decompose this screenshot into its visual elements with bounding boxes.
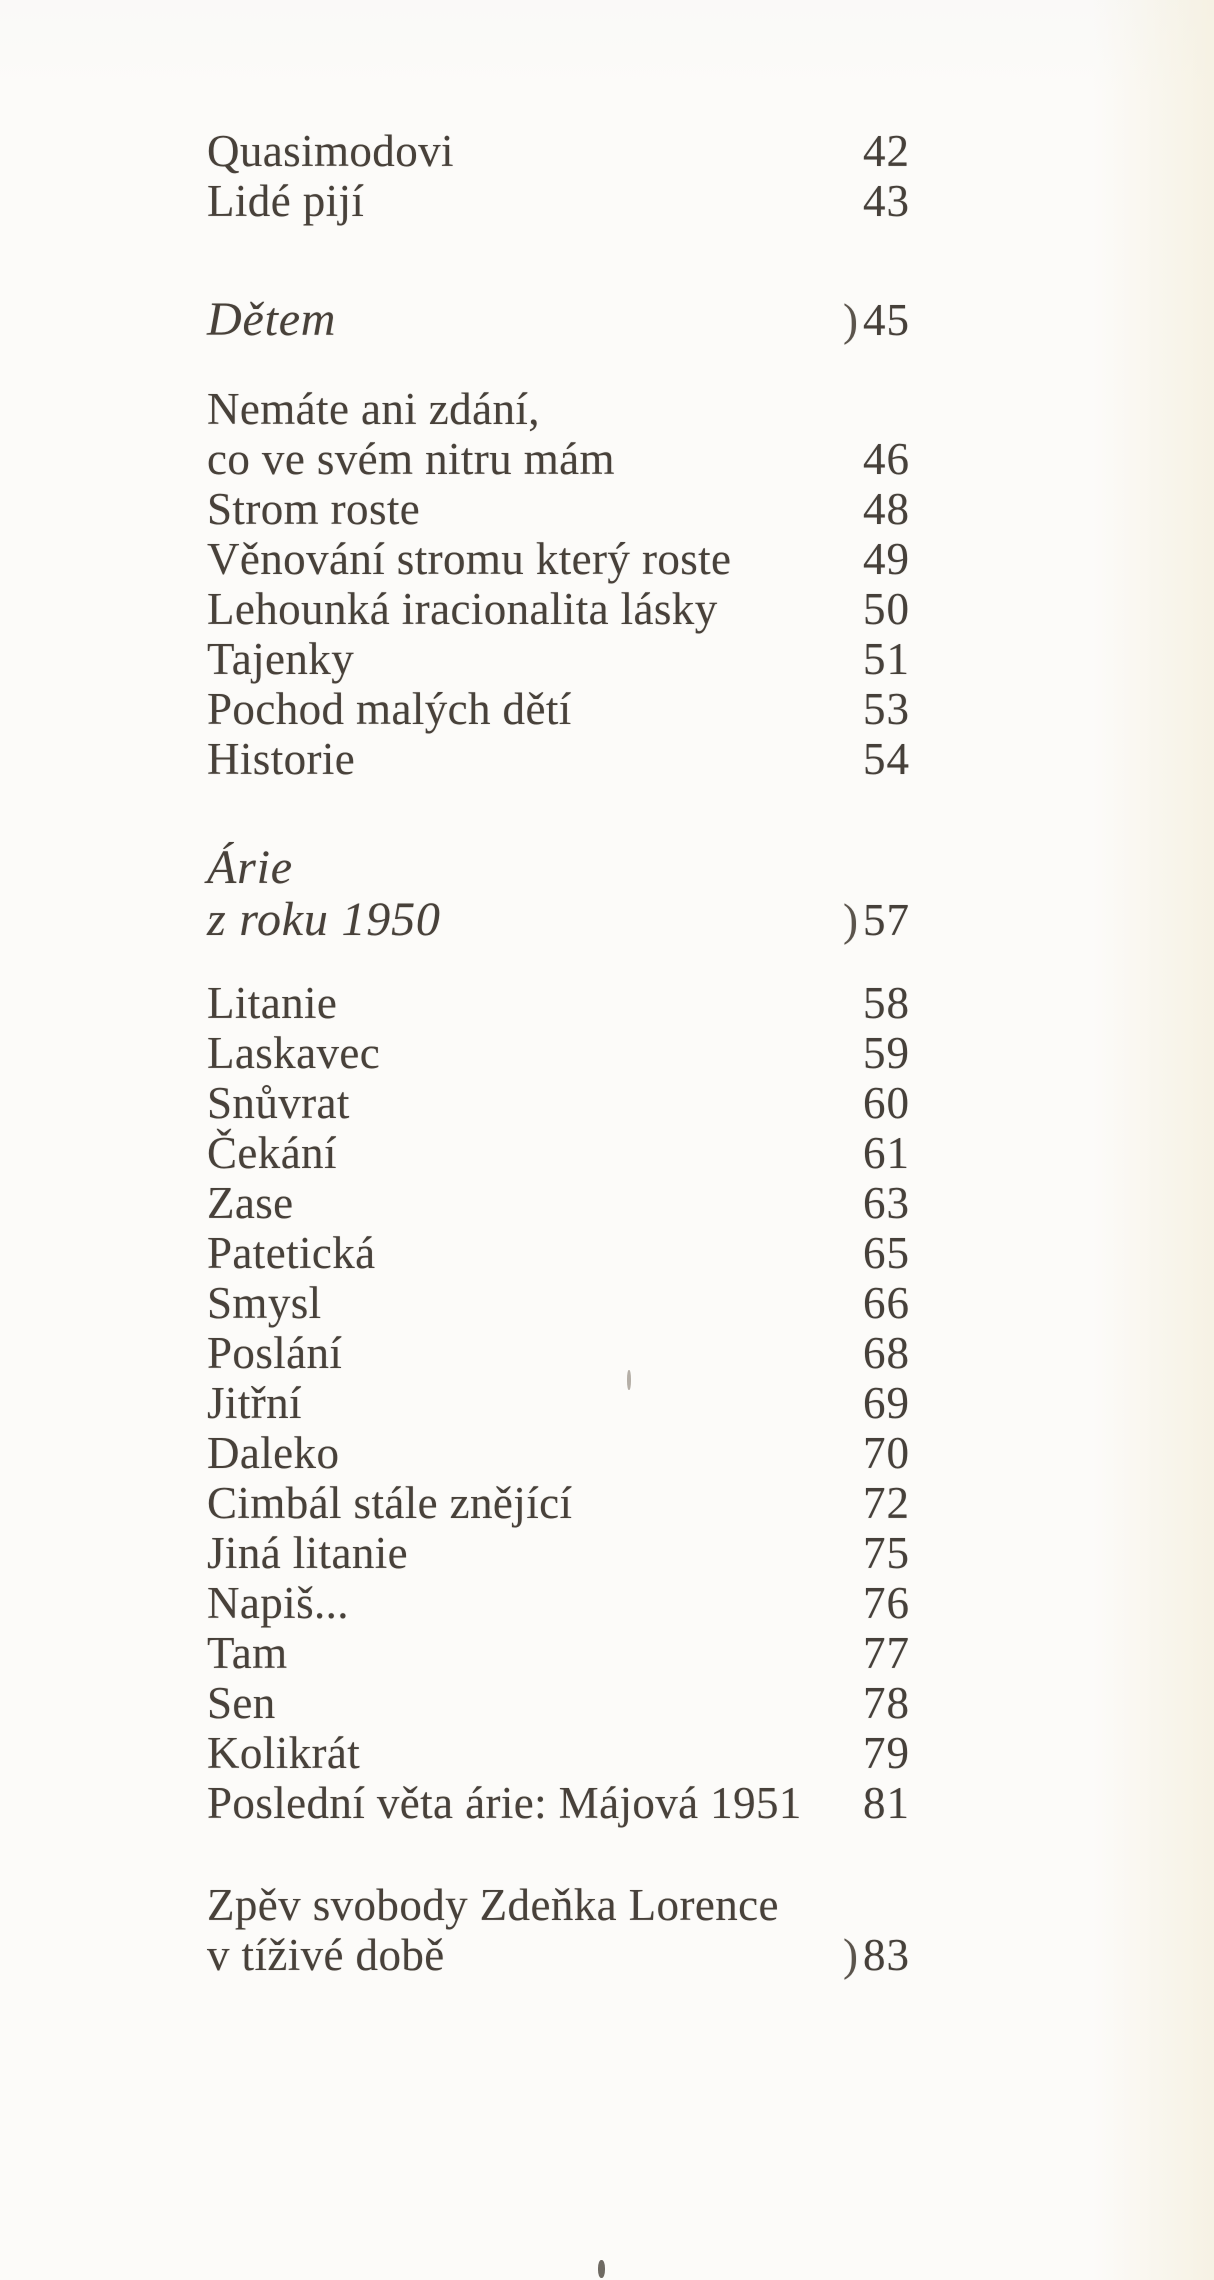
page-number-cell: [843, 290, 910, 350]
page-number-cell: [843, 1278, 910, 1328]
toc-heading-line-label: Dětem: [207, 293, 337, 346]
page-number: 63: [863, 1178, 910, 1228]
toc-entry: [207, 1628, 1147, 1678]
toc-entry: [207, 484, 1147, 534]
page-number-cell: [843, 434, 910, 484]
toc-heading-line: [207, 842, 1147, 894]
section-paren-mark: ): [843, 295, 858, 345]
toc-entry-label: Historie: [207, 734, 356, 784]
page-number-cell: [843, 894, 910, 946]
page-number: 66: [863, 1278, 910, 1328]
toc-entry: [207, 1178, 1147, 1228]
toc-entry-label: Nemáte ani zdání,: [207, 384, 540, 434]
toc-entry-label: Quasimodovi: [207, 126, 454, 176]
toc-entry-label: Zase: [207, 1178, 294, 1228]
toc-entry: [207, 1678, 1147, 1728]
toc-entry: [207, 1578, 1147, 1628]
page-number-cell: [843, 1930, 910, 1980]
page-number: 72: [863, 1478, 910, 1528]
page-number: 79: [863, 1728, 910, 1778]
page-number: 51: [863, 634, 910, 684]
toc-heading-line: [207, 290, 1147, 350]
page-number: 58: [863, 978, 910, 1028]
toc-heading-line: [207, 894, 1147, 946]
page-number-cell: [843, 126, 910, 176]
page-number: 46: [863, 434, 910, 484]
page-number: 70: [863, 1428, 910, 1478]
toc-heading-line-label: Árie: [207, 841, 293, 894]
toc-entry: [207, 1378, 1147, 1428]
toc-section-heading: [207, 842, 1147, 946]
page-number: 43: [863, 176, 910, 226]
page-number-cell: [843, 1378, 910, 1428]
toc-entry: [207, 176, 1147, 226]
toc-entry: [207, 1278, 1147, 1328]
page-number: 61: [863, 1128, 910, 1178]
page-number-cell: [843, 1178, 910, 1228]
page-number-cell: [843, 1328, 910, 1378]
page-number-cell: [843, 484, 910, 534]
toc-entry-label: Čekání: [207, 1128, 337, 1178]
page-number-cell: [843, 1528, 910, 1578]
toc-entry: [207, 1478, 1147, 1528]
toc-entry: [207, 684, 1147, 734]
page-number: 54: [863, 734, 910, 784]
page-number-cell: [843, 176, 910, 226]
toc-entry: [207, 434, 1147, 484]
page-number: 65: [863, 1228, 910, 1278]
toc-entry: [207, 1528, 1147, 1578]
page-number-cell: [843, 634, 910, 684]
toc-section-heading: [207, 1880, 1147, 1980]
page-number-cell: [843, 1078, 910, 1128]
toc-entry-label: Daleko: [207, 1428, 340, 1478]
toc-entry-label: Kolikrát: [207, 1728, 361, 1778]
page-number-cell: [843, 1128, 910, 1178]
toc-entry: [207, 584, 1147, 634]
toc-entry: [207, 1728, 1147, 1778]
page-number: 77: [863, 1628, 910, 1678]
page-number: 53: [863, 684, 910, 734]
page-number: 42: [863, 126, 910, 176]
page-number-cell: [843, 1728, 910, 1778]
toc-entry: [207, 534, 1147, 584]
toc-entry-label: Věnování stromu který roste: [207, 534, 732, 584]
page-number-cell: [843, 1428, 910, 1478]
toc-heading-line: [207, 1930, 1147, 1980]
toc-entry: [207, 1228, 1147, 1278]
toc-entry-group: [207, 384, 1147, 784]
scan-speck: [598, 2260, 605, 2278]
page-number: 57: [863, 895, 910, 945]
page-number-cell: [843, 1028, 910, 1078]
toc-entry-label: Lehounká iracionalita lásky: [207, 584, 718, 634]
toc-entry-group: [207, 126, 1147, 226]
page-number-cell: [843, 734, 910, 784]
toc-entry-label: Jitřní: [207, 1378, 302, 1428]
scan-speck: [627, 1370, 631, 1390]
page-number: 76: [863, 1578, 910, 1628]
page-number-cell: [843, 1678, 910, 1728]
page-number: 45: [863, 295, 910, 345]
page-number-cell: [843, 1628, 910, 1678]
toc-entry-label: co ve svém nitru mám: [207, 434, 615, 484]
page-number: 49: [863, 534, 910, 584]
page-number: 48: [863, 484, 910, 534]
toc-entry-label: Jiná litanie: [207, 1528, 408, 1578]
page-number: 68: [863, 1328, 910, 1378]
page-number-cell: [843, 1228, 910, 1278]
toc-entry-label: Snůvrat: [207, 1078, 350, 1128]
toc-entry-group: [207, 978, 1147, 1828]
toc-entry: [207, 1028, 1147, 1078]
page-number-cell: [843, 1478, 910, 1528]
toc-entry: [207, 1428, 1147, 1478]
toc-entry-label: Laskavec: [207, 1028, 381, 1078]
toc-heading-line: [207, 1880, 1147, 1930]
toc-heading-line-label: Zpěv svobody Zdeňka Lorence: [207, 1880, 779, 1930]
toc-entry-label: Smysl: [207, 1278, 322, 1328]
toc-entry-label: Cimbál stále znějící: [207, 1478, 573, 1528]
page-number: 78: [863, 1678, 910, 1728]
toc-entry: [207, 978, 1147, 1028]
page-number: 75: [863, 1528, 910, 1578]
toc-entry: [207, 634, 1147, 684]
section-paren-mark: ): [843, 1930, 858, 1980]
toc-entry-label: Tam: [207, 1628, 288, 1678]
toc-entry: [207, 1328, 1147, 1378]
table-of-contents: [207, 0, 1147, 1980]
page-number-cell: [843, 1578, 910, 1628]
page-number-cell: [843, 978, 910, 1028]
page-number-cell: [843, 584, 910, 634]
page-number: 50: [863, 584, 910, 634]
page-number-cell: [843, 1778, 910, 1828]
toc-entry: [207, 734, 1147, 784]
toc-entry-label: Poslední věta árie: Májová 1951: [207, 1778, 802, 1828]
toc-entry-label: Tajenky: [207, 634, 355, 684]
toc-entry-label: Litanie: [207, 978, 338, 1028]
toc-heading-line-label: z roku 1950: [207, 893, 441, 946]
page-number: 83: [863, 1930, 910, 1980]
toc-entry-label: Sen: [207, 1678, 276, 1728]
toc-entry-label: Pochod malých dětí: [207, 684, 572, 734]
section-paren-mark: ): [843, 895, 858, 945]
page-number: 59: [863, 1028, 910, 1078]
toc-entry-label: Napiš...: [207, 1578, 349, 1628]
toc-entry: [207, 126, 1147, 176]
toc-heading-line-label: v tíživé době: [207, 1930, 445, 1980]
toc-entry: [207, 1778, 1147, 1828]
page-number: 81: [863, 1778, 910, 1828]
toc-section-heading: [207, 290, 1147, 350]
page-number: 69: [863, 1378, 910, 1428]
toc-entry-label: Poslání: [207, 1328, 343, 1378]
toc-entry-label: Lidé pijí: [207, 176, 365, 226]
page-number-cell: [843, 684, 910, 734]
toc-entry-label: Patetická: [207, 1228, 376, 1278]
page-number: 60: [863, 1078, 910, 1128]
toc-entry: [207, 1128, 1147, 1178]
toc-entry-label: Strom roste: [207, 484, 421, 534]
toc-entry: [207, 384, 1147, 434]
toc-entry: [207, 1078, 1147, 1128]
page-number-cell: [843, 534, 910, 584]
